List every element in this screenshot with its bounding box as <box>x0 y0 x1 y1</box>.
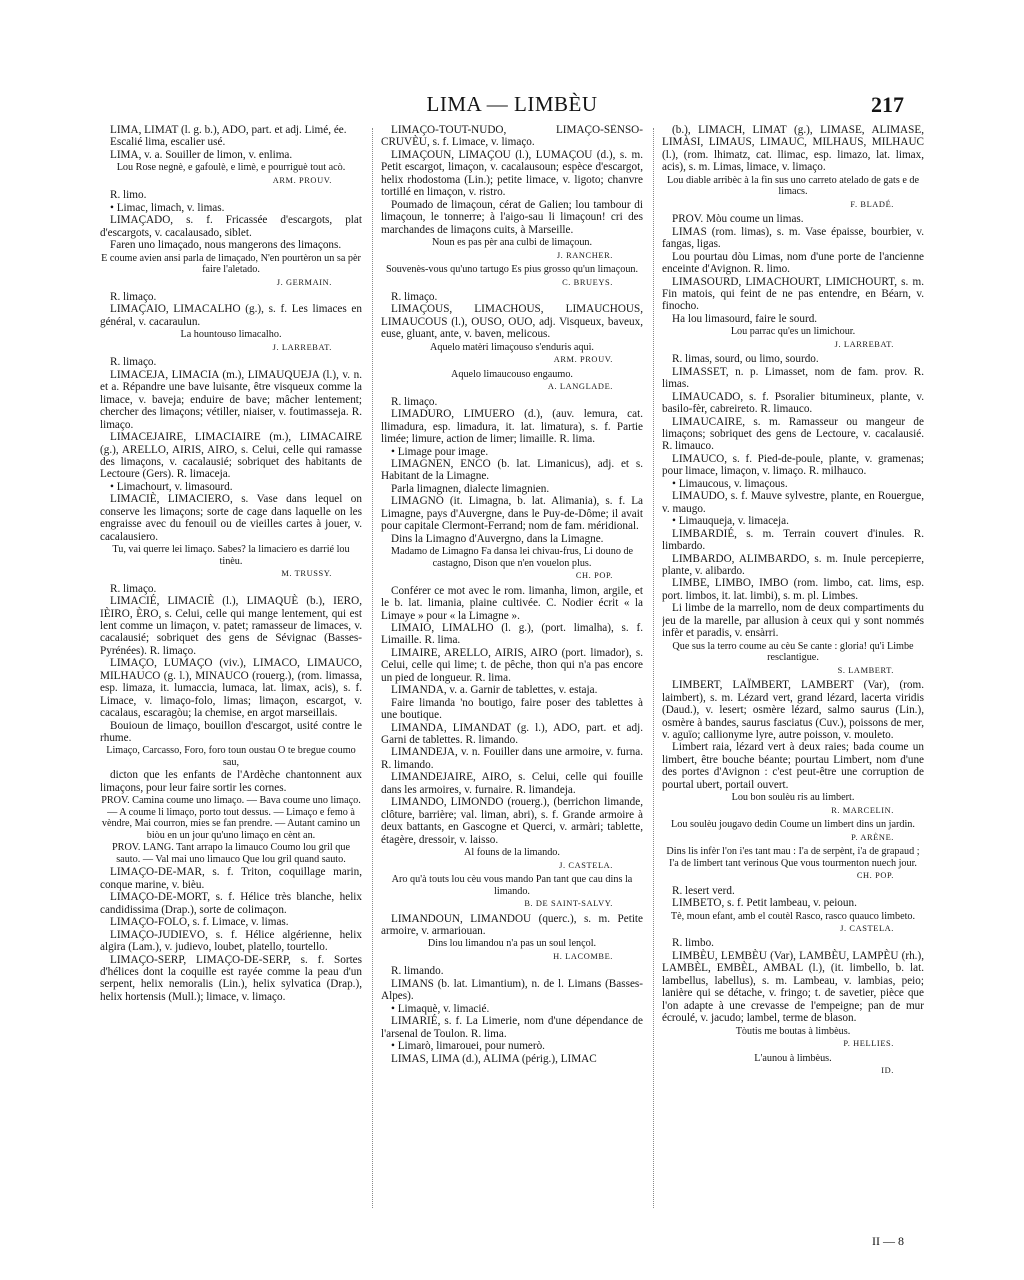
dictionary-entry: • Limachourt, v. limasourd. <box>110 480 233 493</box>
dictionary-entry: LIMAS (rom. limas), s. m. Vase épaisse, bourbier, v. fangas, ligas. <box>662 225 924 251</box>
dictionary-entry: LIMAÇO, LUMAÇO (viv.), LIMACO, LIMAUCO, MILHAUCO (g. l.), MINAUCO (rouerg.), (rom. limassa, esp. limaza, it. lumaccia, lumaca, lat. limax, acis), s. f. Limace, v. limaço-folo, limas; limaçon, escargot, v. cacalaus, escaragòu; la chemise, en argot marseillais. <box>100 657 362 720</box>
column-2 <box>381 124 643 1224</box>
dictionary-entry: LIMAÇADO, s. f. Fricassée d'escargots, plat d'escargots, v. cacalausado, siblet. <box>100 214 362 239</box>
citation-author: J. RANCHER. <box>556 250 613 260</box>
dictionary-entry: (b.), LIMACH, LIMAT (g.), LIMASE, ALIMASE, LIMÀSI, LIMAUS, LIMAUC, MILHAUS, MILHAUC (l.), (rom. lhimatz, cat. llimac, esp. limazo, lat. limax, acis), s. m. Limas, limace, v. limaço. <box>662 124 924 174</box>
dictionary-entry: LIMACEJA, LIMACIA (m.), LIMAUQUEJA (l.), v. n. et a. Répandre une bave luisante, être visqueux comme la limace, v. baveja; enduire de bave; mâcher lentement; chercher des limaçons; vétiller, niaiser, v. foutimasseja. R. limaço. <box>100 368 362 431</box>
citation: Que sus la terro coume au cèu Se cante : gloria! qu'i Limbe resclantigue. <box>672 640 914 664</box>
dictionary-entry: LIMBERT, LAÏMBERT, LAMBERT (Var), (rom. laimbert), s. m. Lézard vert, grand lézard, lacerta viridis (Daud.), v. lesert; osmère lézard, salmo saurus (Lin.), osmère à bandes, saurus fasciatus (Cuv.), poissons de mer, v. aguïo; callionyme lyre, autre poisson, v. mouleto. <box>662 679 924 741</box>
dictionary-entry: LIMACIÈ, LIMACIERO, s. Vase dans lequel on conserve les limaçons; sorte de cage dans laquelle on les engraisse avec du fenouil ou de vieilles cartes à jouer, v. cacalausiero. <box>100 493 362 543</box>
dictionary-entry: LIMAIRE, ARELLO, AIRIS, AIRO (port. limador), s. Celui, celle qui lime; t. de pêche, thon qui n'a pas encore un pied de longueur. R. lima. <box>381 646 643 684</box>
dictionary-entry: LIMASOURD, LIMACHOURT, LIMICHOURT, s. m. Fin matois, qui feint de ne pas entendre, en Béarn, v. finocho. <box>662 275 924 313</box>
dictionary-entry: R. limo. <box>110 189 147 202</box>
dictionary-entry: LIMA, LIMAT (l. g. b.), ADO, part. et adj. Limé, ée. <box>110 124 347 136</box>
citation-author: J. LARREBAT. <box>834 339 894 349</box>
dictionary-entry: LIMAÇAIO, LIMACALHO (g.), s. f. Les limaces en général, v. cacaraulun. <box>100 303 362 328</box>
dictionary-entry: R. limaço. <box>391 395 438 408</box>
dictionary-entry: LIMBARDIÉ, s. m. Terrain couvert d'inules. R. limbardo. <box>662 527 924 553</box>
dictionary-entry: • Limac, limach, v. limas. <box>110 201 225 214</box>
dictionary-entry: LIMAÇO-SERP, LIMAÇO-DE-SERP, s. f. Sortes d'hélices dont la coquille est rayée comme la peau d'un serpent, helix nemoralis (Lin.), helix sylvatica (Drap.), helix hortensis (Mull.); limace, v. limaço. <box>100 953 362 1003</box>
column-1 <box>100 124 362 1224</box>
citation-author: ID. <box>881 1066 894 1076</box>
dictionary-entry: Conférer ce mot avec le rom. limanha, limon, argile, et le b. lat. limania, plaine cultivée. C. Nodier écrit « la Limaye » pour « la Limagne ». <box>381 584 643 622</box>
citation-author: P. HELLIES. <box>843 1039 894 1049</box>
citation: Dins lis infèr l'on i'es tant mau : I'a de serpènt, i'a de grapaud ; I'a de limbert tant verinous Que vous tourmenton nuech jour. <box>666 846 920 869</box>
dictionary-entry: LIMAUCO, s. f. Pied-de-poule, plante, v. gramenas; pour limace, limaçon, v. limaço. R. milhauco. <box>662 452 924 478</box>
dictionary-entry: LIMA, v. a. Souiller de limon, v. enlima. <box>110 148 293 161</box>
citation: Limaço, Carcasso, Foro, foro toun oustau O te bregue coumo sau, <box>106 745 356 768</box>
dictionary-entry: PROV. Mòu coume un limas. <box>672 213 804 226</box>
citation-author: H. LACOMBE. <box>553 951 613 961</box>
citation-author: J. CASTELA. <box>559 860 613 870</box>
dictionary-entry: LIMAIO, LIMALHO (l. g.), (port. limalha), s. f. Limaille. R. lima. <box>381 621 643 647</box>
citation: Lou parrac qu'es un limichour. <box>730 326 856 338</box>
dictionary-entry: LIMACEJAIRE, LIMACIAIRE (m.), LIMACAIRE (g.), ARELLO, AIRIS, AIRO, s. Celui, celle qui ramasse des limaçons, v. cacalausié; sobriquet des habitants de Lectoure (Gers). R. limaceja. <box>100 431 362 481</box>
dictionary-entry: R. lesert verd. <box>672 884 735 897</box>
page-title: LIMA — LIMBÈU <box>426 92 598 116</box>
dictionary-entry: LIMADURO, LIMUERO (d.), (auv. lemura, cat. llimadura, esp. limadura, it. lat. limatura), s. f. Partie limée; limure, action de limer; limaille. R. lima. <box>381 408 643 446</box>
dictionary-entry: LIMANDEJAIRE, AIRO, s. Celui, celle qui fouille dans les armoires, v. furnaire. R. limandeja. <box>381 771 643 796</box>
citation: Lou diable arribèc à la fin sus uno carreto atelado de gats e de limacs. <box>666 174 920 198</box>
signature-mark: II — 8 <box>872 1234 904 1248</box>
dictionary-entry: Parla limagnen, dialecte limagnien. <box>391 482 550 495</box>
dictionary-entry: LIMBETO, s. f. Petit lambeau, v. peioun. <box>672 897 857 910</box>
dictionary-entry: LIMBARDO, ALIMBARDO, s. m. Inule percepierre, plante, v. alibardo. <box>662 552 924 577</box>
citation-author: P. ARÈNE. <box>851 832 894 842</box>
citation-author: J. GERMAIN. <box>276 277 332 287</box>
dictionary-entry: LIMANDEJA, v. n. Fouiller dans une armoire, v. furna. R. limando. <box>381 746 643 771</box>
citation: Lou soulèu jougavo dedin Coume un limbert dins un jardin. <box>671 819 915 831</box>
dictionary-entry: R. limaço. <box>110 582 157 595</box>
column-3 <box>662 124 924 1224</box>
citation: Noun es pas pèr ana culbi de limaçoun. <box>431 237 593 249</box>
dictionary-entry: dicton que les enfants de l'Ardèche chantonnent aux limaçons, pour leur faire sortir les cornes. <box>100 769 362 794</box>
dictionary-entry: LIMANDOUN, LIMANDOU (querc.), s. m. Petite armoire, v. armariouan. <box>381 912 643 937</box>
citation-author: A. LANGLADE. <box>547 382 613 392</box>
dictionary-entry: LIMAÇO-DE-MORT, s. f. Hélice très blanche, helix candidissima (Drap.), sorte de colimaçon. <box>100 891 362 916</box>
running-head <box>0 92 1024 118</box>
citation-author: C. BRUEYS. <box>562 277 613 287</box>
dictionary-entry: LIMAUCAIRE, s. m. Ramasseur ou mangeur de limaçons; sobriquet des gens de Lectoure, v. cacalausié. R. limauco. <box>662 415 924 453</box>
dictionary-entry: LIMAUDO, s. f. Mauve sylvestre, plante, en Rouergue, v. maugo. <box>662 490 924 515</box>
dictionary-entry: • Limaquè, v. limacié. <box>391 1002 490 1015</box>
dictionary-entry: LIMACIÉ, LIMACIÈ (l.), LIMAQUÈ (b.), IERO, IÈIRO, ÈRO, s. Celui, celle qui mange lentement, qui est lent comme un limaçon, v. patet; ramasseur de limaces, v. cacalausié; sobriquet des gens de Sévignac (Basses-Pyrénées). R. limaço. <box>100 595 362 657</box>
citation-author: ARM. PROUV. <box>553 355 613 365</box>
dictionary-entry: LIMBÈU, LEMBÈU (Var), LAMBÈU, LAMPÈU (rh.), LAMBÈL, EMBÈL, AMBAL (l.), (it. limbello, b. lat. lambellus, labellus), s. m. Lambeau, v. lambias, peio; lanière qui se détache, v. fringo; t. de savetier, pièce que l'on adapte à une crevasse de l'empeigne; pan de mur écroulé, v. jacudo; lambel, terme de blason. <box>662 949 924 1025</box>
dictionary-entry: Li limbe de la marrello, nom de deux compartiments du jeu de la marelle, par allusion à ceux qui y sont nommés infèr et paradis, v. ensàrri. <box>662 602 924 640</box>
citation: Tòutis me boutas à limbèus. <box>735 1025 851 1037</box>
citation-author: J. CASTELA. <box>840 924 894 934</box>
citation: PROV. LANG. Tant arrapo la limauco Coumo lou gril que sauto. — Val mai uno limauco Que lou gril quand sauto. <box>111 842 350 865</box>
citation-author: R. MARCELIN. <box>831 805 894 815</box>
dictionary-entry: LIMAUCADO, s. f. Psoralier bitumineux, plante, v. basilo-fèr, cabreireto. R. limauco. <box>662 390 924 416</box>
dictionary-entry: LIMANDA, LIMANDAT (g. l.), ADO, part. et adj. Garni de tablettes. R. limando. <box>381 721 643 747</box>
dictionary-entry: LIMAÇO-JUDIEVO, s. f. Hélice algérienne, helix algira (Lam.), v. judievo, loubet, platello, tourtello. <box>100 928 362 954</box>
dictionary-entry: LIMARIÉ, s. f. La Limerie, nom d'une dépendance de l'arsenal de Toulon. R. lima. <box>381 1015 643 1040</box>
dictionary-entry: LIMAÇO-TOUT-NUDO, LIMAÇO-SÈNSO-CRUVÈU, s. f. Limace, v. limaço. <box>381 124 643 149</box>
dictionary-entry: • Limarò, limarouei, pour numerò. <box>391 1040 545 1053</box>
dictionary-entry: LIMAS, LIMA (d.), ALIMA (périg.), LIMAC <box>391 1052 597 1065</box>
dictionary-entry: LIMAÇOUN, LIMAÇOU (l.), LUMAÇOU (d.), s. m. Petit escargot, limaçon, v. cacalausoun; espèce d'escargot, helix rhodostoma (Lin.); petite limace, v. ligoto; chanvre tortillé en limaçon, v. ristro. <box>381 148 643 199</box>
citation: Madamo de Limagno Fa dansa lei chivau-frus, Li douno de castagno, Dison que n'en vouelon plus. <box>390 546 634 569</box>
citation-author: J. LARREBAT. <box>272 342 332 352</box>
dictionary-entry: LIMBE, LIMBO, IMBO (rom. limbo, cat. lims, esp. port. limbos, it. lat. limbi), s. m. pl. Limbes. <box>662 577 924 602</box>
dictionary-entry: Dins la Limagno d'Auvergno, dans la Limagne. <box>391 532 604 545</box>
citation: L'aunou à limbèus. <box>754 1052 832 1064</box>
dictionary-entry: Lou pourtau dòu Limas, nom d'une porte de l'ancienne enceinte d'Avignon. R. limo. <box>662 250 924 276</box>
dictionary-entry: R. limaço. <box>110 291 157 304</box>
dictionary-entry: R. limaço. <box>110 356 157 369</box>
dictionary-entry: LIMANDA, v. a. Garnir de tablettes, v. estaja. <box>391 684 598 697</box>
citation-author: S. LAMBERT. <box>837 665 894 675</box>
dictionary-entry: Bouioun de limaço, bouillon d'escargot, usité contre le rhume. <box>100 719 362 745</box>
citation: Aquelo matèri limaçouso s'enduris aqui. <box>430 341 594 353</box>
citation: Souvenès-vous qu'uno tartugo Es pius grosso qu'un limaçoun. <box>385 264 639 276</box>
dictionary-entry: R. limando. <box>391 965 444 978</box>
dictionary-entry: R. limas, sourd, ou limo, sourdo. <box>672 353 819 366</box>
dictionary-entry: Poumado de limaçoun, cérat de Galien; lou tambour di limaçoun, le tonnerre; à l'aigo-sau li limaçoun! cri des marchandes de limaçons cuits, à Marseille. <box>381 198 643 236</box>
dictionary-entry: LIMAÇO-DE-MAR, s. f. Triton, coquillage marin, conque marine, v. bièu. <box>100 866 362 891</box>
page-number: 217 <box>871 92 904 117</box>
dictionary-entry: Limbert raia, lézard vert à deux raies; bada coume un limbert, être bouche béante; pourtau Limbert, nom d'une des portes d'Avignon : c'est peut-être une corruption de pourtal ubert, portail ouvert. <box>662 741 924 791</box>
dictionary-entry: LIMANDO, LIMONDO (rouerg.), (berrichon limande, clôture, barrière; val. liman, abri), s. f. Grande armoire à deux battants, en Gascogne et Querci, v. armàri; tablette, étagère, dressoir, v. laisso. <box>381 796 643 846</box>
citation: Tè, moun efant, amb el coutèl Rasco, rasco quauco limbeto. <box>670 910 916 922</box>
citation-author: F. BLADÉ. <box>850 199 894 209</box>
citation: E coume avien ansi parla de limaçado, N'en pourtèron un sa pèr faire l'aletado. <box>101 252 361 276</box>
dictionary-entry: LIMANS (b. lat. Limantium), n. de l. Limans (Basses-Alpes). <box>381 977 643 1003</box>
dictionary-entry: • Limauqueja, v. limaceja. <box>672 515 789 528</box>
dictionary-entry: • Limaucous, v. limaçous. <box>672 477 788 490</box>
citation: PROV. Camina coume uno limaço. — Bava coume uno limaço. — A coume li limaço, porto tout dessus. — Limaço e femo à vèndre, Mai courron, mies se fan prendre. — Autant camino un biòu en un jour qu'uno limaço en cènt an. <box>101 795 361 841</box>
dictionary-entry: LIMAGNEN, ENCO (b. lat. Limanicus), adj. et s. Habitant de la Limagne. <box>381 457 643 483</box>
citation-author: CH. POP. <box>856 871 894 881</box>
citation-author: M. TRUSSY. <box>281 569 332 579</box>
citation-author: B. DE SAINT-SALVY. <box>524 899 613 909</box>
citation: Lou Rose negnè, e gafoulè, e limè, e pourriguè tout acò. <box>116 162 346 174</box>
citation: Lou bon soulèu ris au limbert. <box>731 792 855 804</box>
dictionary-entry: LIMAÇOUS, LIMACHOUS, LIMAUCHOUS, LIMAUCOUS (l.), OUSO, OUO, adj. Visqueux, baveux, euse, gluant, ante, v. baven, melicous. <box>381 303 643 341</box>
dictionary-entry: Faire limanda 'no boutigo, faire poser des tablettes à une boutique. <box>381 696 643 722</box>
citation: Dins lou limandou n'a pas un soul lençol. <box>427 938 597 950</box>
citation: La hountouso limacalho. <box>180 329 282 341</box>
dictionary-body <box>100 124 924 1224</box>
citation-author: CH. POP. <box>575 571 613 581</box>
dictionary-entry: LIMAGNO (it. Limagna, b. lat. Alimania), s. f. La Limagne, pays d'Auvergne, dans le Puy-de-Dôme; il avait pour capitale Clermont-Ferrand; nom de fam. méridional. <box>381 495 643 533</box>
dictionary-entry: Escalié lima, escalier usé. <box>110 136 226 149</box>
citation: Aro qu'à touts lou cèu vous mando Pan tant que cau dins la limando. <box>391 874 633 897</box>
citation-author: ARM. PROUV. <box>272 175 332 185</box>
dictionary-entry: • Limage pour image. <box>391 445 489 458</box>
citation: Tu, vai querre lei limaço. Sabes? la limaciero es darrié lou tinèu. <box>112 544 350 567</box>
citation: Al founs de la limando. <box>464 847 560 859</box>
dictionary-entry: R. limaço. <box>391 290 438 303</box>
dictionary-entry: Faren uno limaçado, nous mangerons des limaçons. <box>110 239 342 252</box>
dictionary-entry: R. limbo. <box>672 937 714 950</box>
dictionary-entry: LIMAÇO-FOLO, s. f. Limace, v. limas. <box>110 916 289 929</box>
citation: Aquelo limaucouso engaumo. <box>451 368 573 380</box>
dictionary-entry: LIMASSET, n. p. Limasset, nom de fam. prov. R. limas. <box>662 365 924 391</box>
dictionary-entry: Ha lou limasourd, faire le sourd. <box>672 312 818 325</box>
